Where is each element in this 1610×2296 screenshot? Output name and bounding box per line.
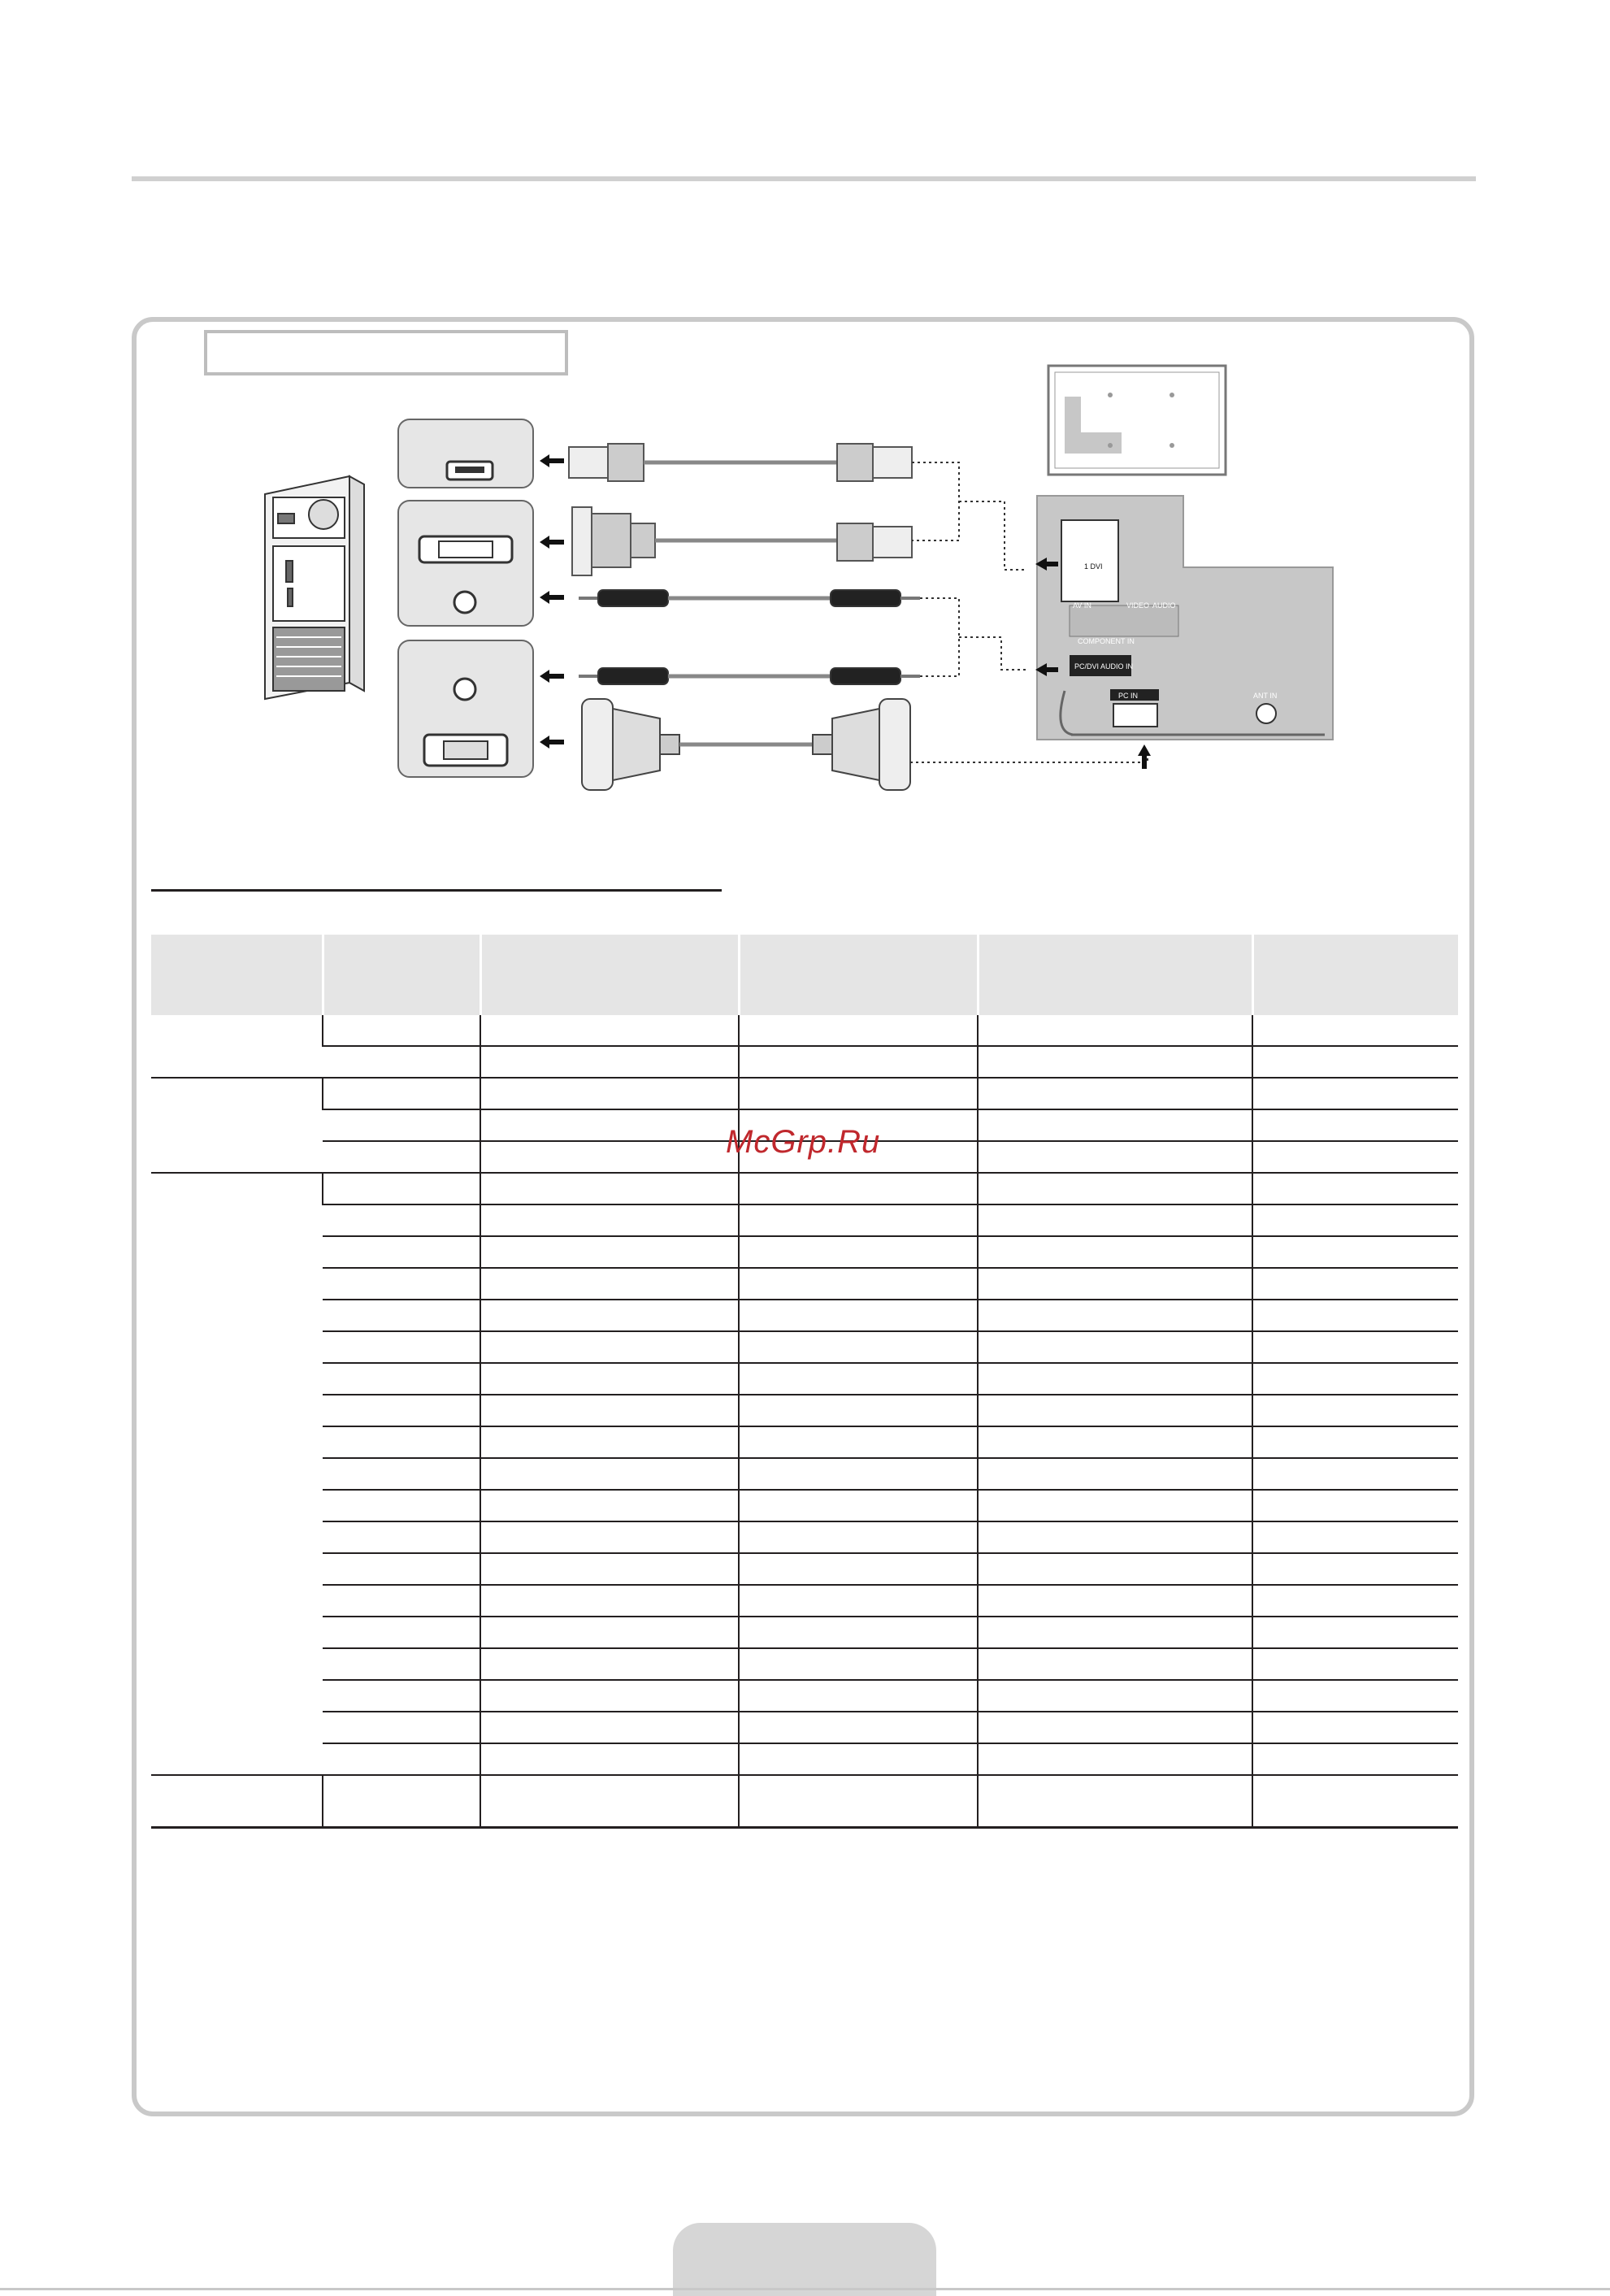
table-cell bbox=[739, 1648, 978, 1680]
d-sub-vga-cable bbox=[582, 699, 910, 790]
table-cell bbox=[1252, 1015, 1458, 1046]
table-cell bbox=[978, 1617, 1252, 1648]
table-cell bbox=[323, 1458, 480, 1490]
table-cell bbox=[739, 1236, 978, 1268]
table-cell bbox=[323, 1173, 480, 1204]
table-cell bbox=[1252, 1775, 1458, 1828]
table-cell bbox=[978, 1585, 1252, 1617]
table-cell bbox=[978, 1680, 1252, 1712]
table-cell bbox=[480, 1395, 739, 1426]
table-cell bbox=[739, 1743, 978, 1775]
table-cell bbox=[739, 1458, 978, 1490]
table-cell bbox=[323, 1521, 480, 1553]
table-cell bbox=[739, 1775, 978, 1828]
table-cell bbox=[739, 1521, 978, 1553]
table-cell bbox=[978, 1204, 1252, 1236]
table-cell bbox=[323, 1585, 480, 1617]
group-cell bbox=[151, 1015, 323, 1078]
table-cell bbox=[739, 1015, 978, 1046]
table-cell bbox=[480, 1585, 739, 1617]
table-cell bbox=[1252, 1680, 1458, 1712]
table-cell bbox=[1252, 1236, 1458, 1268]
table-cell bbox=[978, 1173, 1252, 1204]
ant-in-label: ANT IN bbox=[1253, 692, 1278, 700]
table-cell bbox=[978, 1490, 1252, 1521]
table-cell bbox=[480, 1078, 739, 1109]
table-cell bbox=[1252, 1648, 1458, 1680]
table-cell bbox=[480, 1141, 739, 1173]
table-cell bbox=[323, 1300, 480, 1331]
table-row bbox=[151, 1395, 1458, 1426]
group-cell bbox=[151, 1775, 323, 1828]
table-row bbox=[151, 1078, 1458, 1109]
pc-tower-illustration bbox=[265, 476, 364, 699]
header-cell bbox=[323, 935, 480, 1015]
table-cell bbox=[739, 1490, 978, 1521]
table-cell bbox=[480, 1426, 739, 1458]
table-cell bbox=[323, 1015, 480, 1046]
av-in-label: AV IN bbox=[1073, 601, 1091, 610]
table-cell bbox=[323, 1743, 480, 1775]
table-cell bbox=[978, 1363, 1252, 1395]
table-row bbox=[151, 1236, 1458, 1268]
table-cell bbox=[480, 1458, 739, 1490]
table-cell bbox=[480, 1173, 739, 1204]
table-cell bbox=[739, 1046, 978, 1078]
table-row bbox=[151, 1712, 1458, 1743]
table-cell bbox=[978, 1300, 1252, 1331]
table-cell bbox=[323, 1141, 480, 1173]
table-cell bbox=[480, 1712, 739, 1743]
table-cell bbox=[739, 1300, 978, 1331]
table-cell bbox=[1252, 1363, 1458, 1395]
table-cell bbox=[323, 1204, 480, 1236]
table-cell bbox=[739, 1331, 978, 1363]
table-cell bbox=[978, 1458, 1252, 1490]
table-cell bbox=[480, 1331, 739, 1363]
table-cell bbox=[1252, 1300, 1458, 1331]
hdmi-dvi-port-label: 1 DVI bbox=[1084, 562, 1103, 571]
table-cell bbox=[480, 1648, 739, 1680]
direction-arrows bbox=[540, 454, 564, 749]
table-row bbox=[151, 1331, 1458, 1363]
table-cell bbox=[480, 1236, 739, 1268]
group-cell bbox=[151, 1173, 323, 1775]
table-cell bbox=[1252, 1268, 1458, 1300]
table-cell bbox=[978, 1775, 1252, 1828]
table-cell bbox=[978, 1521, 1252, 1553]
header-cell bbox=[1252, 935, 1458, 1015]
table-row bbox=[151, 1363, 1458, 1395]
table-cell bbox=[480, 1046, 739, 1078]
table-cell bbox=[480, 1204, 739, 1236]
table-cell bbox=[739, 1585, 978, 1617]
table-cell bbox=[323, 1268, 480, 1300]
stereo-audio-cable-pc bbox=[579, 668, 920, 684]
table-cell bbox=[1252, 1078, 1458, 1109]
table-cell bbox=[1252, 1109, 1458, 1141]
component-label: COMPONENT IN bbox=[1078, 637, 1135, 645]
hdmi-to-dvi-cable bbox=[572, 507, 912, 575]
table-cell bbox=[323, 1426, 480, 1458]
display-modes-table bbox=[151, 935, 1458, 1829]
table-cell bbox=[978, 1015, 1252, 1046]
table-cell bbox=[323, 1490, 480, 1521]
table-cell bbox=[978, 1743, 1252, 1775]
header-cell bbox=[978, 935, 1252, 1015]
table-cell bbox=[978, 1648, 1252, 1680]
table-cell bbox=[1252, 1204, 1458, 1236]
table-cell bbox=[480, 1109, 739, 1141]
watermark-text: McGrp.Ru bbox=[726, 1124, 881, 1160]
pc-vga-audio-port-box bbox=[398, 640, 533, 777]
table-cell bbox=[739, 1078, 978, 1109]
table-row bbox=[151, 1617, 1458, 1648]
pc-connection-diagram bbox=[244, 341, 1365, 829]
table-row bbox=[151, 1173, 1458, 1204]
table-cell bbox=[323, 1046, 480, 1078]
table-cell bbox=[978, 1046, 1252, 1078]
table-cell bbox=[323, 1363, 480, 1395]
table-cell bbox=[978, 1236, 1252, 1268]
table-cell bbox=[1252, 1331, 1458, 1363]
table-cell bbox=[1252, 1490, 1458, 1521]
table-cell bbox=[1252, 1521, 1458, 1553]
table-cell bbox=[480, 1300, 739, 1331]
table-cell bbox=[1252, 1141, 1458, 1173]
table-cell bbox=[978, 1426, 1252, 1458]
table-cell bbox=[480, 1268, 739, 1300]
table-cell bbox=[739, 1268, 978, 1300]
table-row bbox=[151, 1015, 1458, 1046]
table-row bbox=[151, 1490, 1458, 1521]
table-cell bbox=[1252, 1712, 1458, 1743]
table-cell bbox=[1252, 1173, 1458, 1204]
table-cell bbox=[1252, 1046, 1458, 1078]
audio-label: AUDIO bbox=[1152, 601, 1176, 610]
table-cell bbox=[480, 1521, 739, 1553]
table-row bbox=[151, 1426, 1458, 1458]
table-cell bbox=[739, 1173, 978, 1204]
table-cell bbox=[1252, 1553, 1458, 1585]
table-cell bbox=[323, 1078, 480, 1109]
table-cell bbox=[978, 1553, 1252, 1585]
table-cell bbox=[480, 1490, 739, 1521]
pc-hdmi-port-box bbox=[398, 419, 533, 488]
pc-in-label: PC IN bbox=[1118, 692, 1139, 700]
section-heading-underline bbox=[151, 889, 722, 892]
table-cell bbox=[1252, 1585, 1458, 1617]
table-row bbox=[151, 1458, 1458, 1490]
table-row bbox=[151, 1046, 1458, 1078]
table-cell bbox=[739, 1680, 978, 1712]
table-cell bbox=[739, 1553, 978, 1585]
table-cell bbox=[323, 1775, 480, 1828]
table-cell bbox=[739, 1617, 978, 1648]
table-row bbox=[151, 1775, 1458, 1828]
table-cell bbox=[323, 1331, 480, 1363]
header-cell bbox=[151, 935, 323, 1015]
tv-rear-thumbnail bbox=[1048, 366, 1226, 475]
table-cell bbox=[978, 1141, 1252, 1173]
table-row bbox=[151, 1648, 1458, 1680]
table-cell bbox=[739, 1395, 978, 1426]
table-cell bbox=[978, 1395, 1252, 1426]
table-cell bbox=[480, 1363, 739, 1395]
table-cell bbox=[978, 1331, 1252, 1363]
table-cell bbox=[323, 1617, 480, 1648]
table-cell bbox=[1252, 1617, 1458, 1648]
table-cell bbox=[978, 1109, 1252, 1141]
table-cell bbox=[480, 1680, 739, 1712]
table-cell bbox=[1252, 1743, 1458, 1775]
table-cell bbox=[739, 1426, 978, 1458]
table-cell bbox=[480, 1617, 739, 1648]
table-cell bbox=[480, 1743, 739, 1775]
hdmi-to-hdmi-cable bbox=[569, 444, 912, 481]
table-cell bbox=[480, 1553, 739, 1585]
table-row bbox=[151, 1585, 1458, 1617]
table-row bbox=[151, 1204, 1458, 1236]
table-cell bbox=[978, 1078, 1252, 1109]
tv-port-panel bbox=[1035, 496, 1333, 769]
table-cell bbox=[978, 1268, 1252, 1300]
table-cell bbox=[323, 1109, 480, 1141]
table-row bbox=[151, 1521, 1458, 1553]
table-row bbox=[151, 1268, 1458, 1300]
group-cell bbox=[151, 1078, 323, 1173]
pc-dvi-audio-port-box bbox=[398, 501, 533, 626]
table-cell bbox=[323, 1236, 480, 1268]
header-cell bbox=[739, 935, 978, 1015]
table-cell bbox=[480, 1775, 739, 1828]
table-cell bbox=[739, 1712, 978, 1743]
table-row bbox=[151, 1300, 1458, 1331]
page-number-tab bbox=[673, 2223, 936, 2296]
table-row bbox=[151, 1553, 1458, 1585]
table-cell bbox=[480, 1015, 739, 1046]
header-rule bbox=[132, 176, 1476, 181]
table-cell bbox=[323, 1712, 480, 1743]
table-cell bbox=[323, 1680, 480, 1712]
pc-dvi-audio-in-label: PC/DVI AUDIO IN bbox=[1074, 662, 1134, 671]
footer-rule bbox=[0, 2288, 1610, 2290]
table-cell bbox=[323, 1395, 480, 1426]
table-row bbox=[151, 1680, 1458, 1712]
stereo-audio-cable-dvi bbox=[579, 590, 920, 606]
table-cell bbox=[978, 1712, 1252, 1743]
table-cell bbox=[1252, 1395, 1458, 1426]
table-row bbox=[151, 1743, 1458, 1775]
video-label: VIDEO bbox=[1126, 601, 1150, 610]
table-cell bbox=[739, 1204, 978, 1236]
header-cell bbox=[480, 935, 739, 1015]
table-header-row bbox=[151, 935, 1458, 1015]
table-cell bbox=[1252, 1458, 1458, 1490]
table-cell bbox=[739, 1363, 978, 1395]
table-cell bbox=[1252, 1426, 1458, 1458]
table-cell bbox=[323, 1553, 480, 1585]
table-cell bbox=[323, 1648, 480, 1680]
